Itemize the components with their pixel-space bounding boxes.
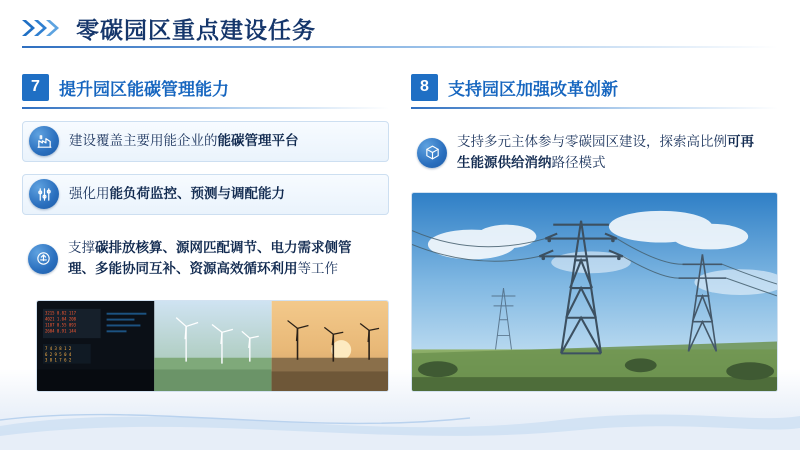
list-item-text: 建设覆盖主要用能企业的能碳管理平台 <box>69 133 299 148</box>
title-divider <box>22 46 778 48</box>
svg-text:7 4 3 8 1 2: 7 4 3 8 1 2 <box>44 345 72 351</box>
list-item <box>22 174 389 215</box>
column-8-divider <box>411 107 778 109</box>
svg-text:3 8 1 7 6 2: 3 8 1 7 6 2 <box>44 357 72 363</box>
column-7-title: 提升园区能碳管理能力 <box>59 79 229 99</box>
list-item-text: 支持多元主体参与零碳园区建设，探索高比例可再生能源供给消纳路径模式 <box>457 134 754 170</box>
page-title-text: 零碳园区重点建设任务 <box>76 16 316 43</box>
column-7-divider <box>22 107 389 109</box>
svg-text:2604 0.91 144: 2604 0.91 144 <box>44 328 77 334</box>
column-7-header <box>22 72 389 102</box>
list-item <box>411 123 778 183</box>
page-title <box>0 8 800 48</box>
column-7 <box>22 72 389 422</box>
wind-farm-control-room-photo <box>36 300 389 392</box>
chevrons-right-icon <box>22 17 64 39</box>
list-item-text: 强化用能负荷监控、预测与调配能力 <box>69 185 285 201</box>
svg-text:1187 0.55 093: 1187 0.55 093 <box>44 322 77 328</box>
column-8-title: 支持园区加强改革创新 <box>448 79 618 99</box>
svg-text:3215 0.82 117: 3215 0.82 117 <box>44 310 77 316</box>
column-8-header <box>411 72 778 102</box>
column-8 <box>411 72 778 422</box>
column-7-number: 7 <box>22 74 49 101</box>
factory-icon <box>29 126 59 156</box>
svg-text:6 2 9 5 0 4: 6 2 9 5 0 4 <box>44 351 72 357</box>
list-item <box>22 121 389 162</box>
list-item-text: 支撑碳排放核算、源网匹配调节、电力需求侧管理、多能协同互补、资源高效循环利用等工作 <box>68 239 352 276</box>
recycle-icon <box>28 244 58 274</box>
list-item <box>22 229 389 289</box>
svg-text:4021 1.04 208: 4021 1.04 208 <box>44 316 77 322</box>
column-8-number: 8 <box>411 74 438 101</box>
transmission-towers-photo <box>411 192 778 392</box>
cube-icon <box>417 138 447 168</box>
sliders-icon <box>29 179 59 209</box>
